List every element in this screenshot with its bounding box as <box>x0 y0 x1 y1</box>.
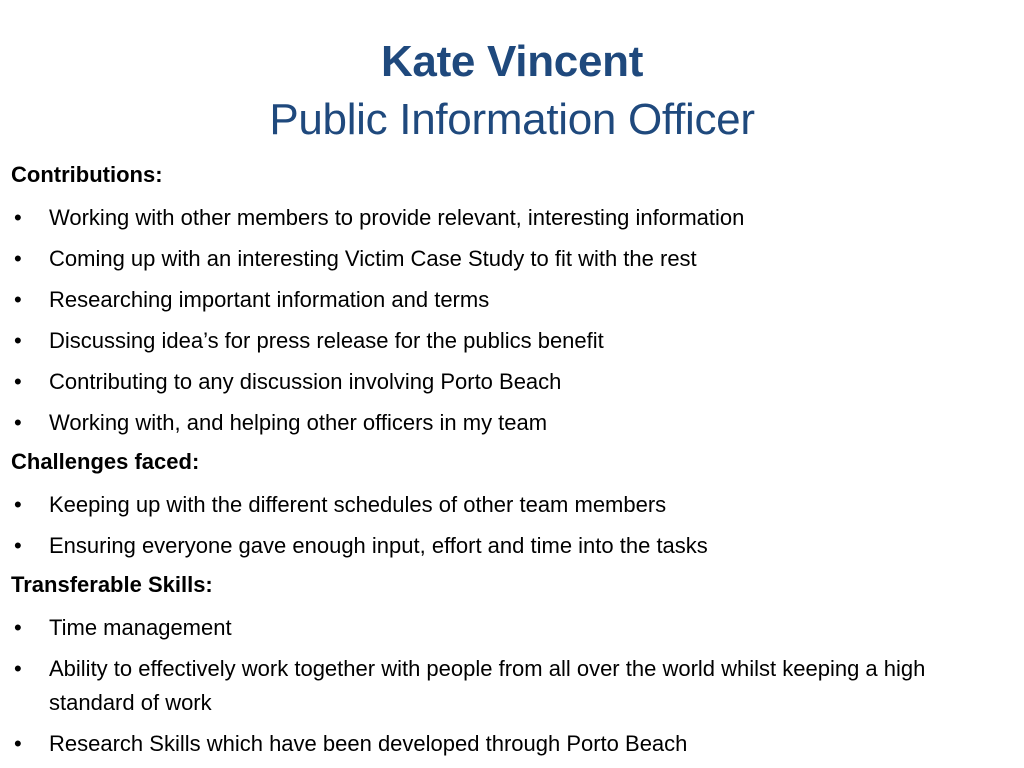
list-item <box>11 283 1011 317</box>
bullet-icon: • <box>14 287 22 312</box>
list-item <box>11 529 1011 563</box>
section-heading-transferable-skills: Transferable Skills: <box>11 572 213 597</box>
list-item-text: Ensuring everyone gave enough input, effort and time into the tasks <box>49 533 708 558</box>
bullet-icon: • <box>14 492 22 517</box>
bullet-icon: • <box>14 410 22 435</box>
slide-content <box>11 160 1011 768</box>
bullet-icon: • <box>14 328 22 353</box>
skills-list <box>11 611 1011 761</box>
section-heading-contributions: Contributions: <box>11 162 163 187</box>
list-item <box>11 488 1011 522</box>
contributions-list <box>11 201 1011 440</box>
title-name: Kate Vincent <box>380 37 644 86</box>
list-item-text: Coming up with an interesting Victim Case Study to fit with the rest <box>49 246 697 271</box>
list-item-text: Working with, and helping other officers in my team <box>49 410 548 435</box>
bullet-icon: • <box>14 205 22 230</box>
list-item-text: Working with other members to provide relevant, interesting information <box>49 205 745 230</box>
bullet-icon: • <box>14 656 22 681</box>
list-item-text: Keeping up with the different schedules of other team members <box>49 492 667 517</box>
list-item-text: Discussing idea’s for press release for the publics benefit <box>49 328 604 353</box>
challenges-list <box>11 488 1011 563</box>
bullet-icon: • <box>14 533 22 558</box>
bullet-icon: • <box>14 615 22 640</box>
list-item-text: Researching important information and terms <box>49 287 490 312</box>
list-item <box>11 406 1011 440</box>
list-item <box>11 652 1011 720</box>
section-heading-challenges: Challenges faced: <box>11 449 200 474</box>
list-item <box>11 201 1011 235</box>
list-item <box>11 611 1011 645</box>
list-item-text: Research Skills which have been developed through Porto Beach <box>49 731 688 756</box>
bullet-icon: • <box>14 731 22 756</box>
list-item-text: Time management <box>49 615 232 640</box>
slide-title <box>0 34 1024 150</box>
title-role: Public Information Officer <box>269 95 755 144</box>
list-item-text: Contributing to any discussion involving Porto Beach <box>49 369 562 394</box>
bullet-icon: • <box>14 246 22 271</box>
list-item-text: Ability to effectively work together with people from all over the world whilst keeping a high standard of work <box>49 656 926 715</box>
list-item <box>11 727 1011 761</box>
list-item <box>11 242 1011 276</box>
list-item <box>11 324 1011 358</box>
bullet-icon: • <box>14 369 22 394</box>
list-item <box>11 365 1011 399</box>
